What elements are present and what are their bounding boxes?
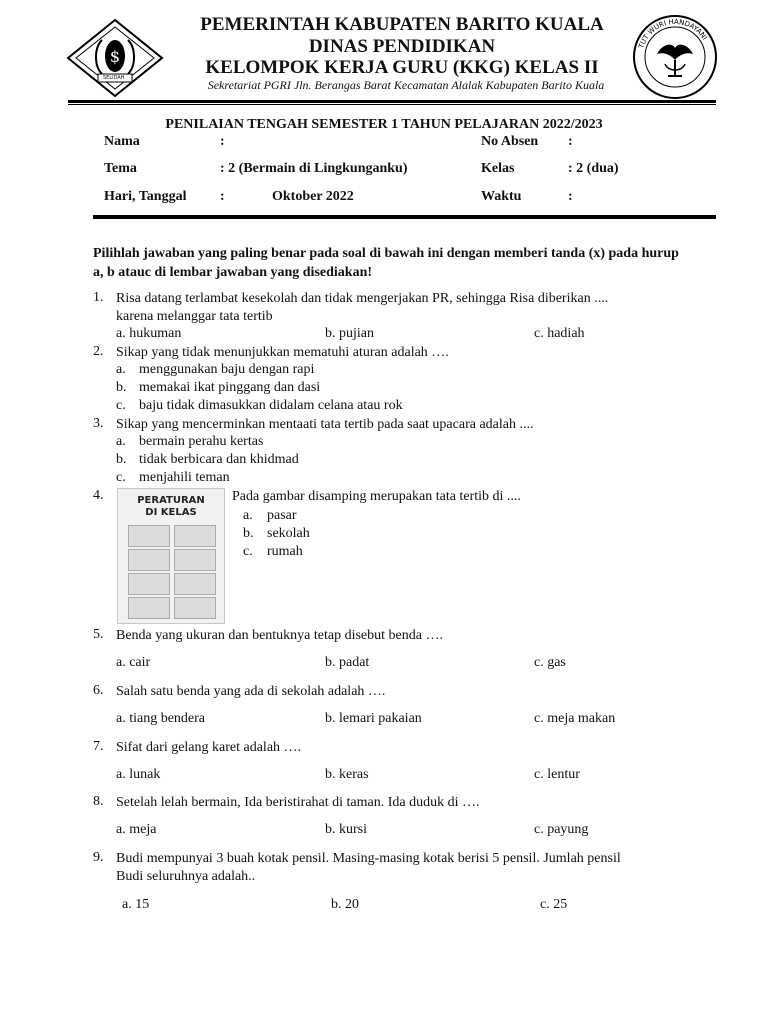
q2-option-c-letter: c.: [116, 398, 126, 413]
identity-rule: [93, 215, 716, 219]
q3-option-a-letter: a.: [116, 434, 126, 449]
q9-option-c: c. 25: [540, 897, 568, 912]
q8-option-c: c. payung: [534, 822, 589, 837]
absen-label: No Absen: [481, 134, 539, 149]
q9-number: 9.: [93, 850, 104, 865]
kelas-label: Kelas: [481, 161, 515, 176]
q3-text: Sikap yang mencerminkan mentaati tata tertib pada saat upacara adalah ....: [116, 417, 534, 432]
class-rules-poster-image: [117, 488, 225, 624]
nama-sep: :: [220, 134, 225, 149]
q8-option-b: b. kursi: [325, 822, 367, 837]
q2-text: Sikap yang tidak menunjukkan mematuhi aturan adalah ….: [116, 345, 449, 360]
q2-option-a: menggunakan baju dengan rapi: [139, 362, 315, 377]
hari-sep: :: [220, 189, 225, 204]
q2-number: 2.: [93, 344, 104, 359]
q2-option-b: memakai ikat pinggang dan dasi: [139, 380, 321, 395]
q5-option-b: b. padat: [325, 655, 370, 670]
header-rule: [68, 100, 716, 103]
q5-option-c: c. gas: [534, 655, 566, 670]
hari-label: Hari, Tanggal: [104, 189, 187, 204]
tema-label: Tema: [104, 161, 137, 176]
q2-option-c: baju tidak dimasukkan didalam celana atau rok: [139, 398, 403, 413]
q9-option-b: b. 20: [331, 897, 359, 912]
q6-option-c: c. meja makan: [534, 711, 616, 726]
q3-option-c: menjahili teman: [139, 470, 230, 485]
q6-option-a: a. tiang bendera: [116, 711, 206, 726]
waktu-label: Waktu: [481, 189, 522, 204]
q4-text: Pada gambar disamping merupakan tata tertib di ....: [232, 489, 521, 504]
q5-option-a: a. cair: [116, 655, 151, 670]
q8-number: 8.: [93, 794, 104, 809]
q5-text: Benda yang ukuran dan bentuknya tetap disebut benda ….: [116, 628, 443, 643]
logo-left-text: SELIDAH: [103, 75, 125, 81]
q1-text-2: karena melanggar tata tertib: [116, 309, 273, 324]
q1-option-b: b. pujian: [325, 326, 374, 341]
q7-text: Sifat dari gelang karet adalah ….: [116, 740, 302, 755]
q7-option-a: a. lunak: [116, 767, 161, 782]
q3-option-b: tidak berbicara dan khidmad: [139, 452, 299, 467]
absen-sep: :: [568, 134, 573, 149]
header-rule-thin: [68, 104, 716, 105]
q1-option-c: c. hadiah: [534, 326, 585, 341]
q9-option-a: a. 15: [122, 897, 150, 912]
q1-text-1: Risa datang terlambat kesekolah dan tidak mengerjakan PR, sehingga Risa diberikan ....: [116, 291, 609, 306]
q8-option-a: a. meja: [116, 822, 157, 837]
q2-option-a-letter: a.: [116, 362, 126, 377]
q7-option-c: c. lentur: [534, 767, 580, 782]
q3-option-b-letter: b.: [116, 452, 127, 467]
header-line-2: DINAS PENDIDIKAN: [308, 36, 496, 57]
q4-number: 4.: [93, 488, 104, 503]
q6-option-b: b. lemari pakaian: [325, 711, 422, 726]
q9-text-1: Budi mempunyai 3 buah kotak pensil. Masing-masing kotak berisi 5 pensil. Jumlah pensil: [116, 851, 621, 866]
hari-value: Oktober 2022: [272, 189, 354, 204]
q7-number: 7.: [93, 739, 104, 754]
waktu-sep: :: [568, 189, 573, 204]
q8-text: Setelah lelah bermain, Ida beristirahat di taman. Ida duduk di ….: [116, 795, 480, 810]
q6-text: Salah satu benda yang ada di sekolah adalah ….: [116, 684, 386, 699]
q4-option-c: rumah: [267, 544, 303, 559]
exam-title: PENILAIAN TENGAH SEMESTER 1 TAHUN PELAJARAN 2022/2023: [165, 117, 603, 132]
header-address: Sekretariat PGRI Jln. Berangas Barat Kecamatan Alalak Kabupaten Barito Kuala: [207, 78, 605, 92]
q4-option-a: pasar: [267, 508, 297, 523]
q4-option-c-letter: c.: [243, 544, 253, 559]
kelas-value: : 2 (dua): [568, 161, 619, 176]
q2-option-b-letter: b.: [116, 380, 127, 395]
header-line-1: PEMERINTAH KABUPATEN BARITO KUALA: [200, 14, 604, 35]
poster-title-1: PERATURAN: [137, 495, 205, 506]
q4-option-a-letter: a.: [243, 508, 253, 523]
q3-option-a: bermain perahu kertas: [139, 434, 264, 449]
q4-option-b: sekolah: [267, 526, 310, 541]
q9-text-2: Budi seluruhnya adalah..: [116, 869, 256, 884]
q7-option-b: b. keras: [325, 767, 369, 782]
q1-option-a: a. hukuman: [116, 326, 182, 341]
nama-label: Nama: [104, 134, 140, 149]
logo-right-text: TUT WURI HANDAYANI: [637, 17, 709, 50]
q6-number: 6.: [93, 683, 104, 698]
tema-value: : 2 (Bermain di Lingkunganku): [220, 161, 408, 176]
q1-number: 1.: [93, 290, 104, 305]
q5-number: 5.: [93, 627, 104, 642]
q3-option-c-letter: c.: [116, 470, 126, 485]
poster-title-2: DI KELAS: [145, 507, 197, 518]
svg-text:$: $: [109, 47, 121, 66]
q3-number: 3.: [93, 416, 104, 431]
header-line-3: KELOMPOK KERJA GURU (KKG) KELAS II: [205, 57, 599, 78]
q4-option-b-letter: b.: [243, 526, 254, 541]
instruction: Pilihlah jawaban yang paling benar pada soal di bawah ini dengan memberi tanda (x) pada hurup a, b atauc di lembar jawaban yang disediakan!: [93, 246, 679, 280]
